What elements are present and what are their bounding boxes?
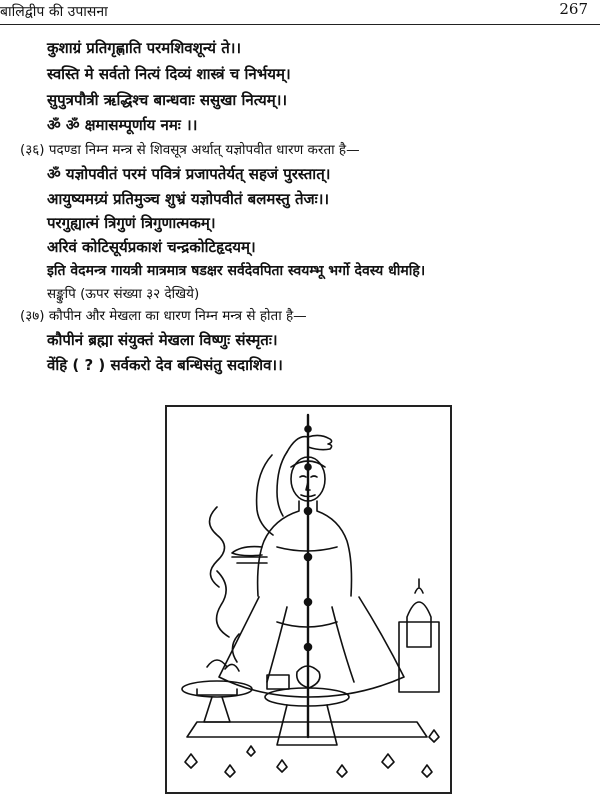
- instruction-37: (३७) कौपीन और मेखला का धारण निम्न मन्त्र से होता है—: [20, 308, 307, 324]
- verse-line: ॐ ॐ क्षमासम्पूर्णाय नमः ।।: [47, 116, 198, 134]
- reference-line: सङ्कुपि (ऊपर संख्या ३२ देखिये): [47, 286, 200, 302]
- priest-illustration: [167, 407, 450, 792]
- verse-line: आयुष्यमग्र्यं प्रतिमुञ्च शुभ्रं यज्ञोपवीतं बलमस्तु तेजः।।: [47, 190, 330, 208]
- verse-line: परगुह्यात्मं त्रिगुणं त्रिगुणात्मकम्।: [47, 214, 216, 232]
- verse-line: ॐ यज्ञोपवीतं परमं पवित्रं प्रजापतेर्यत् सहजं पुरस्तात्।: [47, 165, 331, 183]
- illustration-frame: [165, 405, 452, 794]
- verse-line: कौपीनं ब्रह्मा संयुक्तं मेखला विष्णुः संस्मृतः।: [47, 331, 278, 349]
- verse-line: वेंहि ( ? ) सर्वकरो देव बन्धिसंतु सदाशिव।।: [47, 356, 283, 374]
- running-title: बालिद्वीप की उपासना: [0, 4, 108, 20]
- verse-line: कुशाग्रं प्रतिगृह्णाति परमशिवशून्यं ते।।: [47, 39, 242, 57]
- instruction-36: (३६) पदण्डा निम्न मन्त्र से शिवसूत्र अर्थात् यज्ञोपवीत धारण करता है—: [20, 142, 360, 158]
- verse-line: स्वस्ति मे सर्वतो नित्यं दिव्यं शास्त्रं च निर्भयम्।: [47, 65, 291, 83]
- verse-line: इति वेदमन्त्र गायत्री मात्रमात्र षडक्षर सर्वदेवपिता स्वयम्भू भर्गो देवस्य धीमहि।: [47, 263, 426, 279]
- verse-line: अरिवं कोटिसूर्यप्रकाशं चन्द्रकोटिहृदयम्।: [47, 238, 256, 256]
- verse-line: सुपुत्रपौत्री ऋद्धिश्च बान्धवाः ससुखा नित्यम्।।: [47, 91, 288, 109]
- page-header: [0, 0, 600, 25]
- page-number: 267: [559, 0, 588, 18]
